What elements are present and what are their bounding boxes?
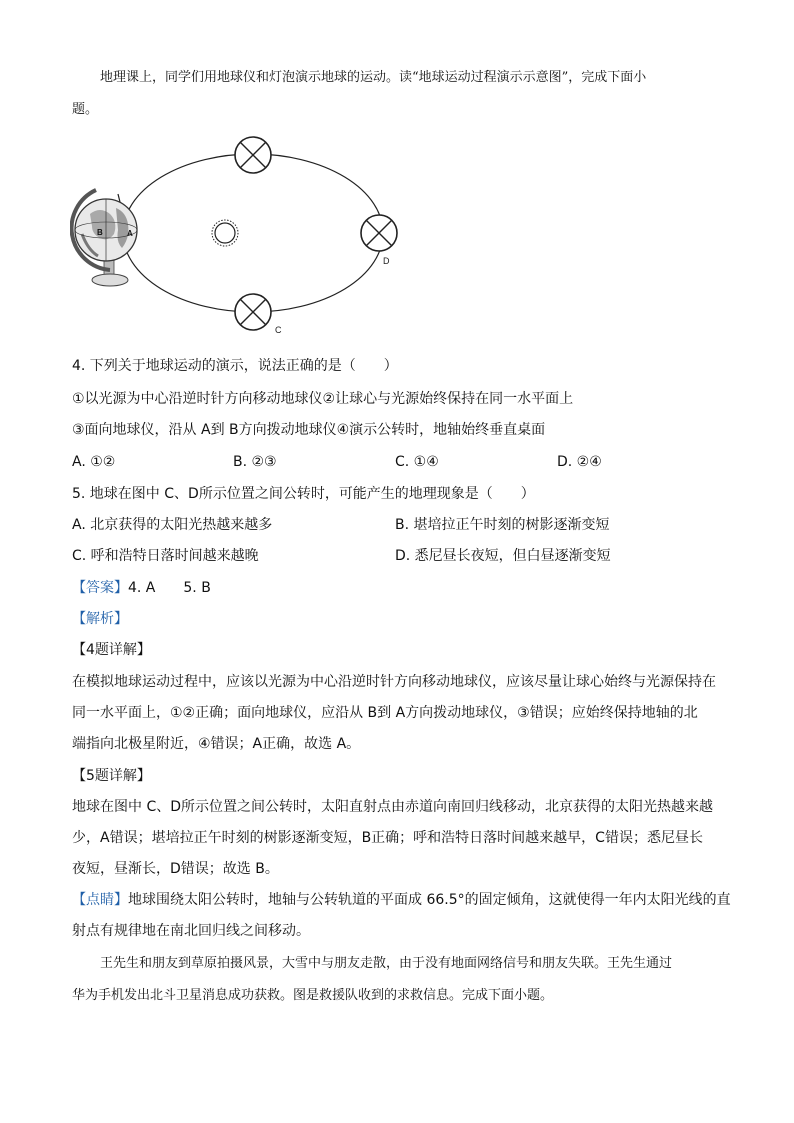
sun-icon: [212, 220, 238, 246]
intro2-line-1: 王先生和朋友到草原拍摄风景，大雪中与朋友走散，由于没有地面网络信号和朋友失联。王先生通过: [100, 956, 673, 971]
answer-tag: 【答案】: [72, 580, 128, 596]
detail4-line-1: 在模拟地球运动过程中，应该以光源为中心沿逆时针方向移动地球仪，应该尽量让球心始终与光源保持在: [72, 674, 716, 690]
globe-icon: [72, 190, 137, 286]
earth-c-icon: [235, 294, 271, 330]
label-a: A: [127, 229, 133, 238]
q4-option-a: A. ①②: [72, 454, 116, 470]
q4-option-c: C. ①④: [395, 454, 439, 470]
label-c: C: [275, 325, 282, 335]
q5-stem: 5. 地球在图中 C、D所示位置之间公转时，可能产生的地理现象是（ ）: [72, 486, 535, 502]
detail5-line-3: 夜短，昼渐长，D错误；故选 B。: [72, 861, 279, 877]
tip-line-2: 射点有规律地在南北回归线之间移动。: [72, 923, 310, 939]
q5-option-b: B. 堪培拉正午时刻的树影逐渐变短: [395, 517, 610, 533]
tip-text-1: 地球围绕太阳公转时，地轴与公转轨道的平面成 66.5°的固定倾角，这就使得一年内太阳光线的直: [128, 892, 731, 908]
q4-option-d: D. ②④: [557, 454, 602, 470]
detail4-tag: 【4题详解】: [72, 642, 151, 658]
label-b: B: [97, 228, 103, 237]
detail4-line-3: 端指向北极星附近，④错误；A正确，故选 A。: [72, 736, 361, 752]
tip-line-1: [72, 890, 732, 910]
detail5-tag: 【5题详解】: [72, 768, 151, 784]
orbit-figure: [70, 130, 410, 340]
q5-option-d: D. 悉尼昼长夜短，但白昼逐渐变短: [395, 548, 611, 564]
earth-top-icon: [235, 137, 271, 173]
answer-line: [72, 578, 732, 598]
q4-statement-2: ③面向地球仪，沿从 A到 B方向拨动地球仪④演示公转时，地轴始终垂直桌面: [72, 422, 546, 438]
q4-option-b: B. ②③: [233, 454, 277, 470]
q5-option-a: A. 北京获得的太阳光热越来越多: [72, 517, 273, 533]
detail4-line-2: 同一水平面上，①②正确；面向地球仪，应沿从 B到 A方向拨动地球仪，③错误；应始终保持地轴的北: [72, 705, 698, 721]
earth-d-icon: [361, 215, 397, 251]
analysis-tag: 【解析】: [72, 611, 128, 627]
q4-statement-1: ①以光源为中心沿逆时针方向移动地球仪②让球心与光源始终保持在同一水平面上: [72, 391, 574, 407]
q4-stem: 4. 下列关于地球运动的演示，说法正确的是（ ）: [72, 358, 398, 374]
detail5-line-2: 少，A错误；堪培拉正午时刻的树影逐渐变短，B正确；呼和浩特日落时间越来越早，C错误；悉尼昼长: [72, 830, 703, 846]
intro-line-1: 地理课上，同学们用地球仪和灯泡演示地球的运动。读“地球运动过程演示示意图”，完成下面小: [100, 70, 647, 85]
tip-tag: 【点睛】: [72, 892, 128, 908]
detail5-line-1: 地球在图中 C、D所示位置之间公转时，太阳直射点由赤道向南回归线移动，北京获得的太阳光热越来越: [72, 799, 714, 815]
answer-text: 4. A 5. B: [128, 580, 211, 596]
label-d: D: [383, 256, 390, 266]
q5-option-c: C. 呼和浩特日落时间越来越晚: [72, 548, 259, 564]
intro-line-2: 题。: [72, 102, 99, 117]
orbit-ellipse: [123, 154, 383, 312]
intro2-line-2: 华为手机发出北斗卫星消息成功获救。图是救援队收到的求救信息。完成下面小题。: [72, 988, 554, 1003]
